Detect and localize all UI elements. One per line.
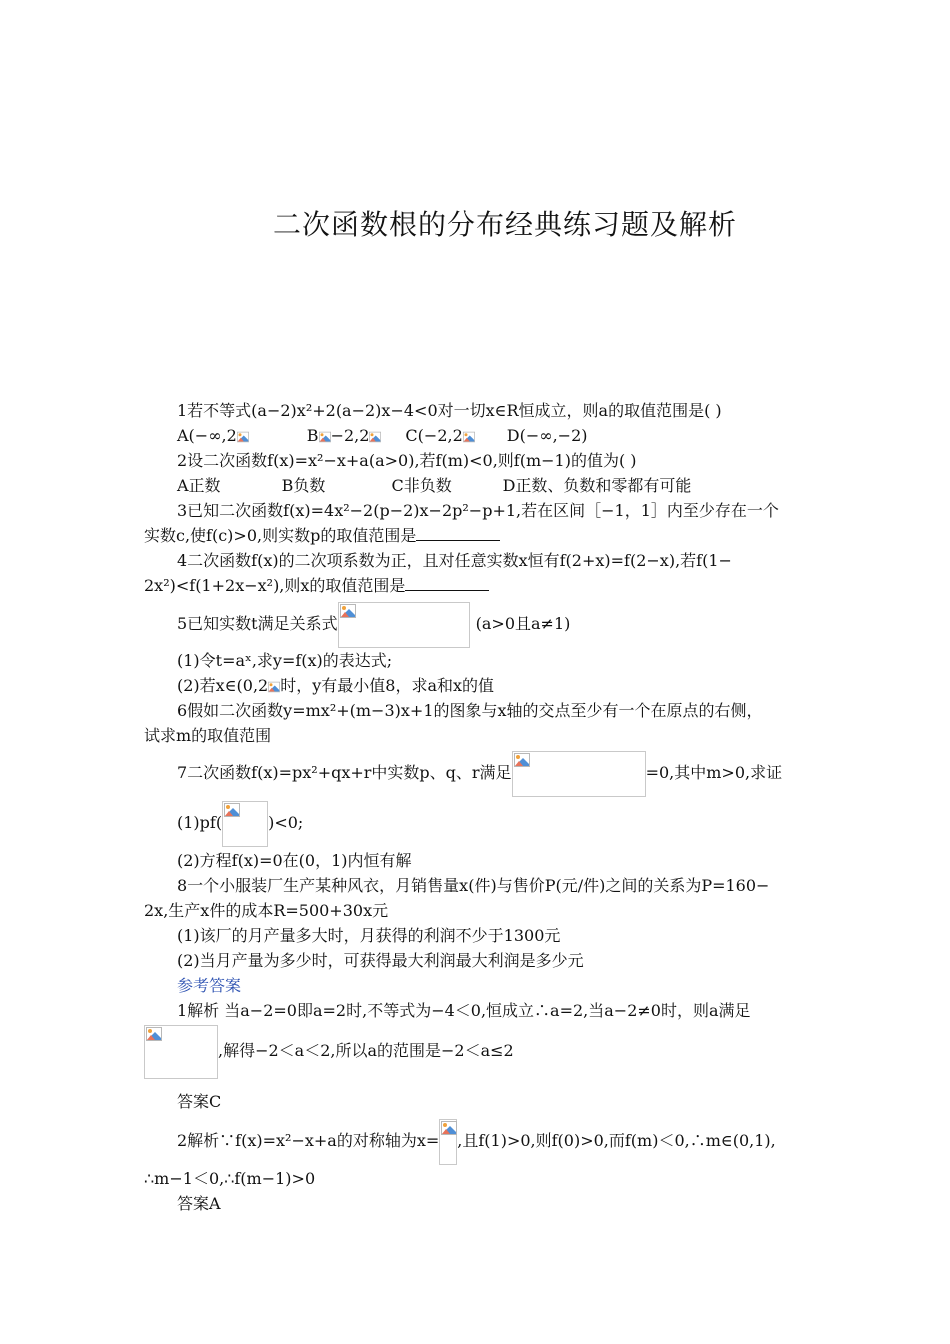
question-5-condition: (a>0且a≠1) — [475, 614, 571, 633]
question-7-part-1 — [144, 798, 808, 848]
question-8-part-2: (2)当月产量为多少时，可获得最大利润最大利润是多少元 — [177, 951, 584, 970]
question-2-stem: 2设二次函数f(x)=x²−x+a(a>0),若f(m)<0,则f(m−1)的值为( ) — [177, 451, 637, 470]
broken-image-icon — [268, 677, 280, 697]
question-3-line: 3已知二次函数f(x)=4x²−2(p−2)x−2p²−p+1,若在区间［−1，1］内至少存在一个 — [177, 501, 779, 520]
broken-image-icon — [463, 427, 475, 447]
answer-2-result: 答案A — [177, 1194, 221, 1213]
page-title: 二次函数根的分布经典练习题及解析 — [272, 208, 737, 241]
answer-1-line: 1解析 当a−2=0即a=2时,不等式为−4＜0,恒成立∴a=2,当a−2≠0时，则a满足 — [177, 1001, 751, 1020]
formula-image — [439, 1119, 457, 1165]
broken-image-icon — [319, 427, 331, 447]
option-b-rest: −2,2 — [330, 426, 370, 445]
question-7-text: 7二次函数f(x)=px²+qx+r中实数p、q、r满足 — [177, 763, 512, 782]
formula-image — [222, 801, 268, 847]
question-4-text: 2x²)<f(1+2x−x²),则x的取值范围是 — [144, 576, 406, 595]
question-3-text: 实数c,使f(c)>0,则实数p的取值范围是 — [144, 526, 417, 545]
answer-blank — [405, 576, 489, 591]
option-c: C(−2,2 — [405, 426, 463, 445]
question-1-stem: 1若不等式(a−2)x²+2(a−2)x−4<0对一切x∈R恒成立，则a的取值范围是( ) — [177, 401, 722, 420]
question-7-part-1-text: (1)pf( — [177, 813, 223, 832]
answer-blank — [416, 526, 500, 541]
formula-image — [338, 602, 470, 648]
question-8-line: 8一个小服装厂生产某种风衣，月销售量x(件)与售价P(元/件)之间的关系为P=160− — [177, 876, 770, 895]
answer-1-line-2 — [144, 1023, 808, 1079]
broken-image-icon — [514, 753, 530, 767]
broken-image-icon — [441, 1121, 457, 1135]
question-8-line-2: 2x,生产x件的成本R=500+30x元 — [144, 901, 389, 920]
answer-2-rest: ,且f(1)>0,则f(0)>0,而f(m)＜0,∴m∈(0,1), — [457, 1131, 776, 1150]
question-8-part-1: (1)该厂的月产量多大时，月获得的利润不少于1300元 — [177, 926, 561, 945]
question-7-part-2: (2)方程f(x)=0在(0，1)内恒有解 — [177, 851, 412, 870]
question-7-condition: =0,其中m>0,求证 — [645, 763, 783, 782]
broken-image-icon — [369, 427, 381, 447]
question-6-line-2: 试求m的取值范围 — [144, 726, 272, 745]
question-5-text: 5已知实数t满足关系式 — [177, 614, 338, 633]
answer-2-text: 2解析∵f(x)=x²−x+a的对称轴为x= — [177, 1131, 440, 1150]
formula-image — [512, 751, 646, 797]
option-a: A(−∞,2 — [177, 426, 237, 445]
option-b: B — [306, 426, 319, 445]
question-5-part-2-rest: 时，y有最小值8，求a和x的值 — [280, 676, 495, 695]
question-2-options: A正数 B负数 C非负数 D正数、负数和零都有可能 — [177, 476, 692, 495]
option-d: D(−∞,−2) — [506, 426, 588, 445]
broken-image-icon — [146, 1027, 162, 1041]
formula-image — [144, 1025, 218, 1079]
answer-2-line-2: ∴m−1＜0,∴f(m−1)>0 — [144, 1169, 316, 1188]
question-5-part-2-text: (2)若x∈(0,2 — [177, 676, 269, 695]
document-body — [144, 398, 808, 1216]
question-7-stem — [144, 748, 808, 798]
question-4-line: 4二次函数f(x)的二次项系数为正，且对任意实数x恒有f(2+x)=f(2−x),若f(1− — [177, 551, 732, 570]
answer-1-result: 答案C — [177, 1092, 222, 1111]
broken-image-icon — [340, 604, 356, 618]
answer-1-text: ,解得−2＜a＜2,所以a的范围是−2＜a≤2 — [218, 1041, 514, 1060]
question-4-line-2 — [144, 573, 808, 598]
question-5-stem — [144, 600, 808, 648]
question-3-line-2 — [144, 523, 808, 548]
question-5-part-2 — [144, 673, 808, 698]
question-1-options — [144, 423, 808, 448]
answer-2-line — [144, 1116, 808, 1166]
question-7-part-1-rest: )<0; — [268, 813, 304, 832]
question-5-part-1: (1)令t=aˣ,求y=f(x)的表达式; — [177, 651, 393, 670]
answers-heading-link[interactable]: 参考答案 — [177, 976, 242, 995]
broken-image-icon — [224, 803, 240, 817]
question-6-line: 6假如二次函数y=mx²+(m−3)x+1的图象与x轴的交点至少有一个在原点的右侧， — [177, 701, 763, 720]
broken-image-icon — [237, 427, 249, 447]
